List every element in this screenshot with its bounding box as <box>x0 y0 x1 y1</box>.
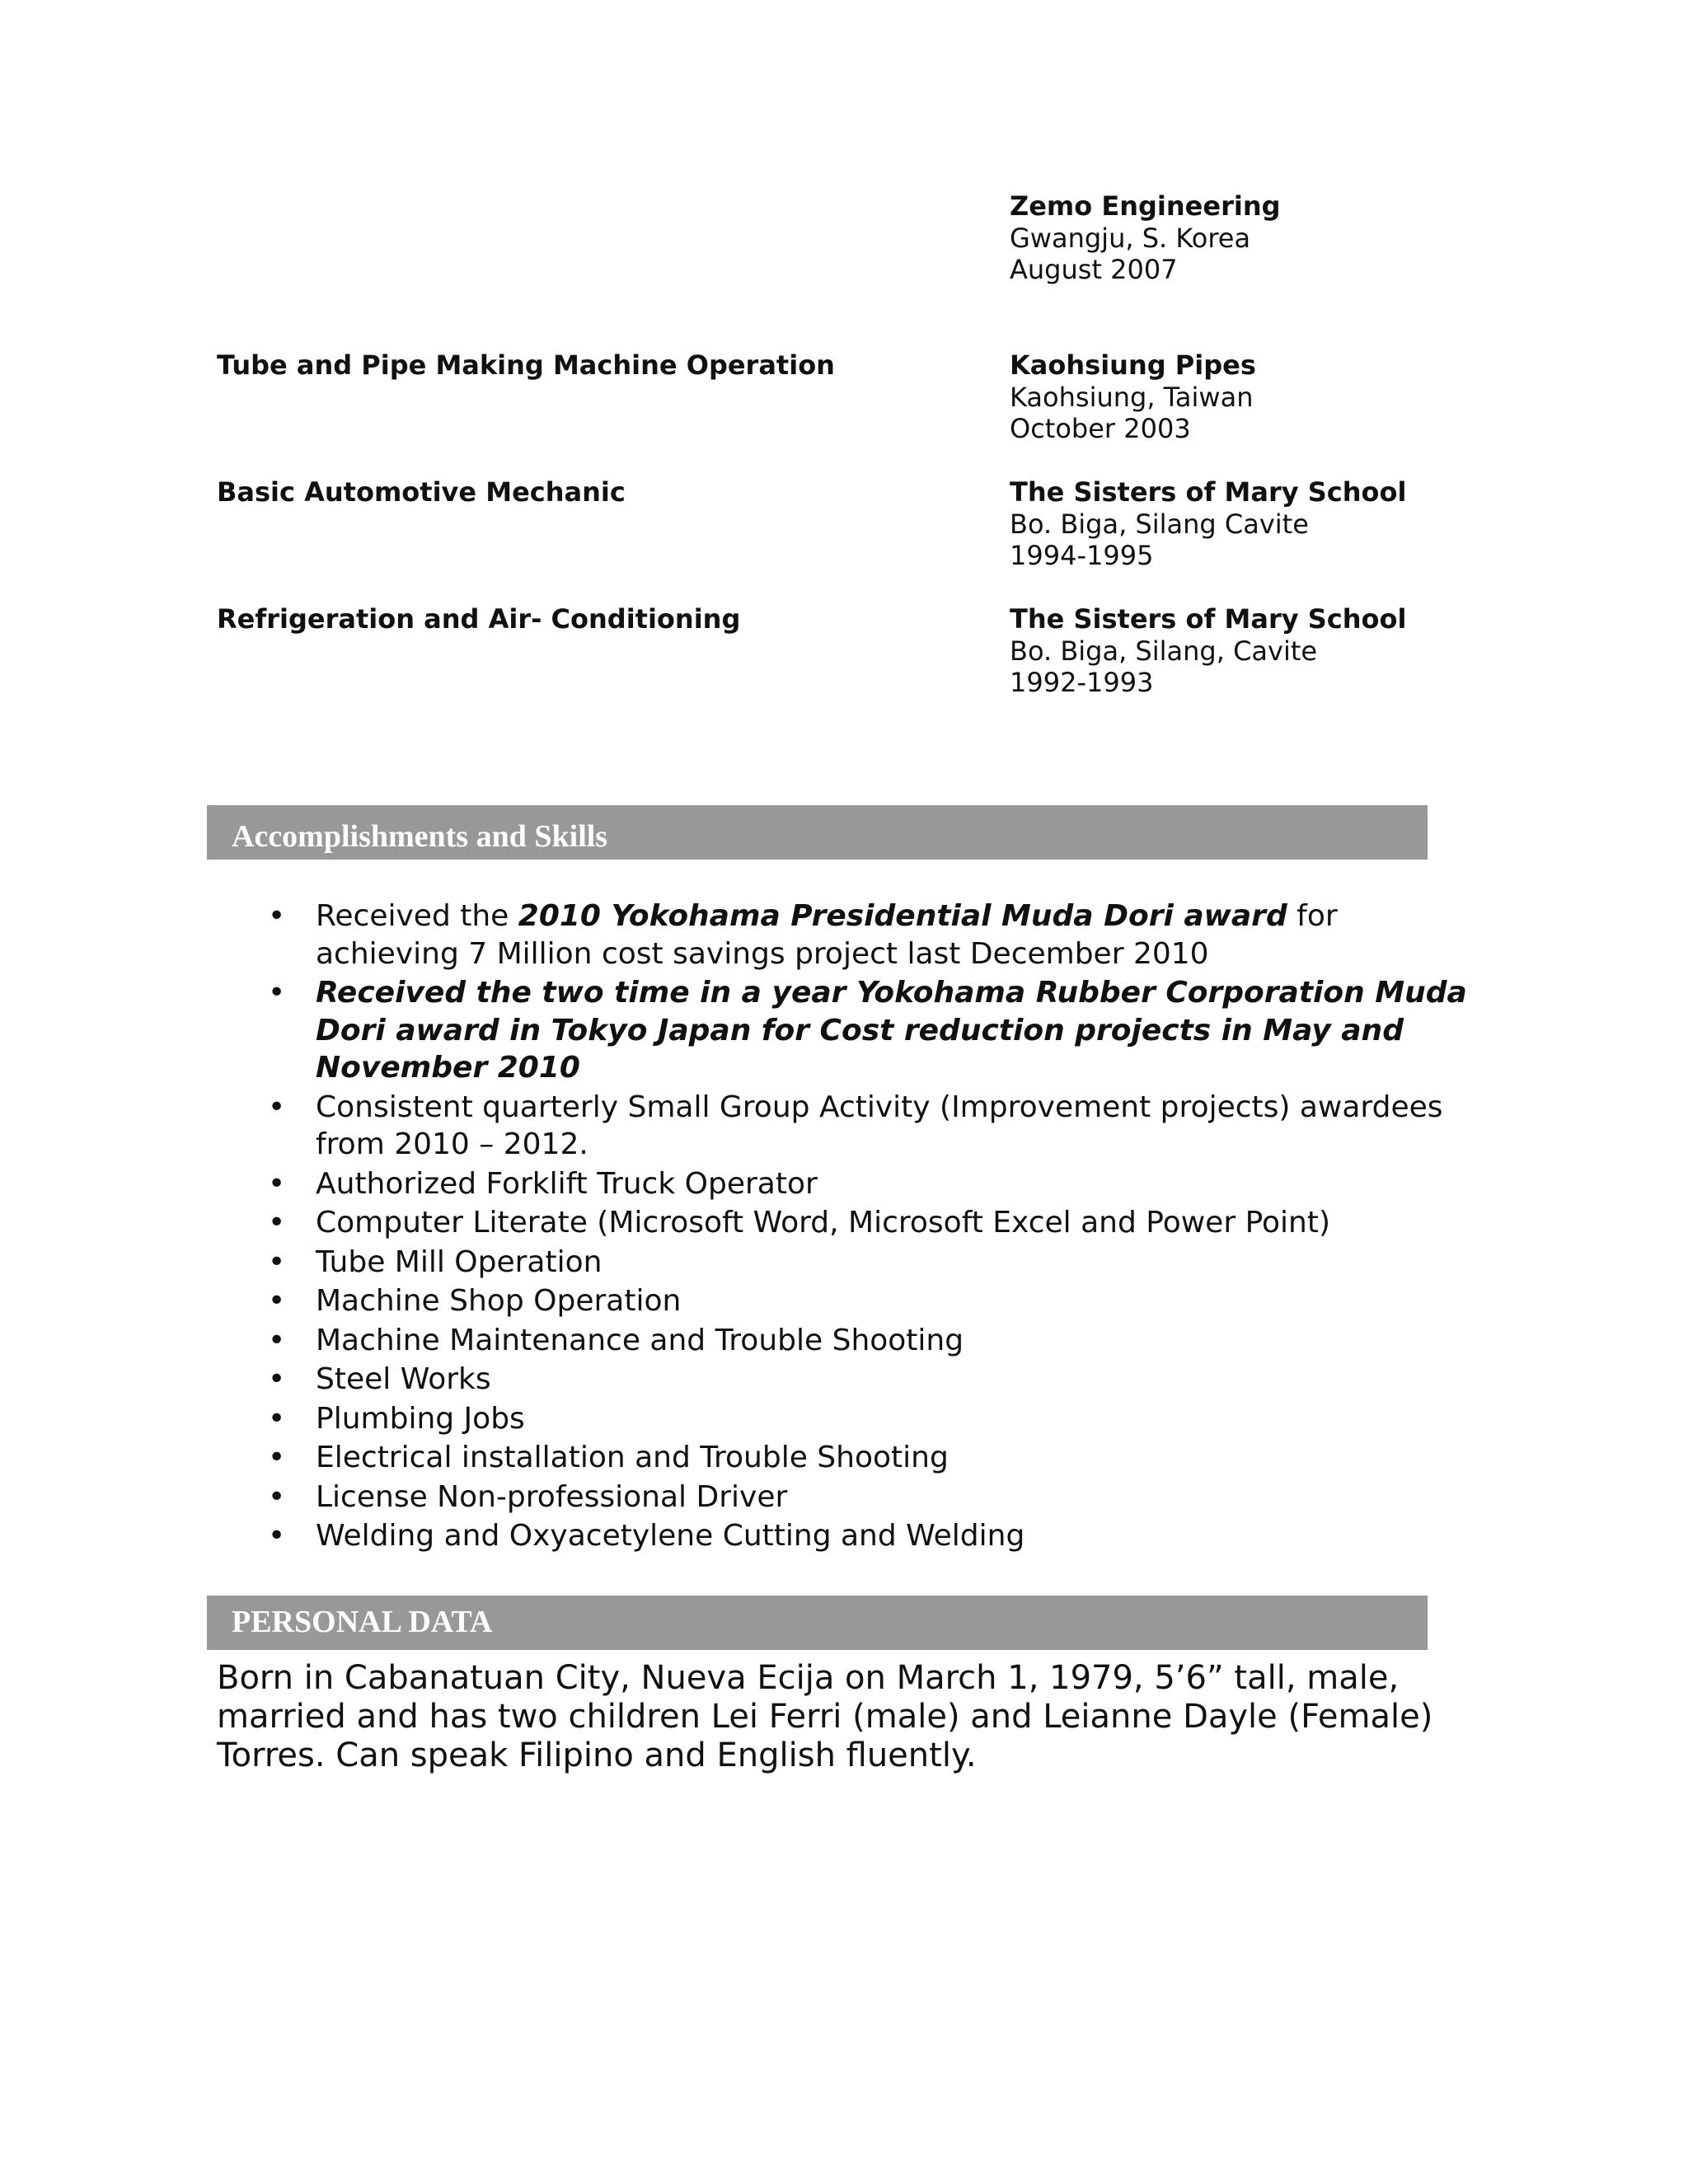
bullet-icon: • <box>268 976 286 1010</box>
list-item <box>0 1165 1688 1203</box>
training-location: Bo. Biga, Silang Cavite <box>1010 508 1309 540</box>
list-item-text: Plumbing Jobs <box>316 1401 525 1436</box>
list-item-text: Steel Works <box>316 1362 491 1396</box>
training-provider-block <box>1010 476 1406 572</box>
training-location: Kaohsiung, Taiwan <box>1010 381 1254 413</box>
personal-data-text: Born in Cabanatuan City, Nueva Ecija on March 1, 1979, 5’6” tall, male, married and has two children Lei Ferri (male) and Leianne Dayle (Female) Torres. Can speak Filipino and English fluently. <box>217 1659 1433 1774</box>
list-item-text: Received the two time in a year Yokohama Rubber Corporation Muda Dori award in Tokyo Japan for Cost reduction projects in May and November 2010 <box>316 976 1467 1085</box>
list-item <box>0 898 1688 972</box>
list-item-text <box>316 898 1470 972</box>
list-item-text: Electrical installation and Trouble Shooting <box>316 1441 949 1474</box>
award-name: 2010 Yokohama Presidential Muda Dori award <box>518 899 1287 933</box>
training-course: Tube and Pipe Making Machine Operation <box>217 349 835 381</box>
training-location: Gwangju, S. Korea <box>1010 222 1251 254</box>
training-location: Bo. Biga, Silang, Cavite <box>1010 635 1318 667</box>
bullet-icon: • <box>268 1479 286 1514</box>
bullet-icon: • <box>268 1206 286 1240</box>
training-date: August 2007 <box>1010 254 1178 285</box>
section-title: PERSONAL DATA <box>232 1605 493 1639</box>
bullet-icon: • <box>268 1441 286 1474</box>
list-item <box>0 1322 1688 1360</box>
list-item-text: Computer Literate (Microsoft Word, Microsoft Excel and Power Point) <box>316 1206 1330 1240</box>
bullet-icon: • <box>268 1401 286 1436</box>
training-date: 1992-1993 <box>1010 667 1154 698</box>
training-provider-name: Zemo Engineering <box>1010 190 1281 222</box>
bullet-icon: • <box>268 1090 286 1124</box>
training-course: Basic Automotive Mechanic <box>217 476 626 508</box>
bullet-icon: • <box>268 1519 286 1553</box>
training-provider-name: The Sisters of Mary School <box>1010 476 1407 508</box>
training-date: October 2003 <box>1010 413 1191 444</box>
training-provider-block <box>1010 603 1406 699</box>
training-provider-block <box>1010 349 1256 445</box>
section-header-personal-data <box>207 1596 1428 1650</box>
text-run: for achieving 7 Million cost savings project last December 2010 <box>316 899 1338 971</box>
list-item <box>0 1479 1688 1516</box>
training-date: 1994-1995 <box>1010 540 1154 571</box>
bullet-icon: • <box>268 899 286 933</box>
list-item <box>0 974 1688 1087</box>
list-item <box>0 1517 1688 1555</box>
list-item <box>0 1361 1688 1399</box>
training-provider-name: Kaohsiung Pipes <box>1010 349 1256 381</box>
bullet-icon: • <box>268 1362 286 1396</box>
bullet-icon: • <box>268 1166 286 1201</box>
section-header-accomplishments <box>207 805 1428 860</box>
list-item-text: License Non-professional Driver <box>316 1479 788 1514</box>
list-item <box>0 1244 1688 1282</box>
text-run: Received the <box>316 899 518 933</box>
training-provider-block <box>1010 190 1281 286</box>
bullet-icon: • <box>268 1284 286 1318</box>
training-provider-name: The Sisters of Mary School <box>1010 603 1407 635</box>
list-item-text: Authorized Forklift Truck Operator <box>316 1166 818 1201</box>
list-item <box>0 1089 1688 1164</box>
list-item <box>0 1400 1688 1438</box>
bullet-icon: • <box>268 1323 286 1357</box>
list-item-text: Consistent quarterly Small Group Activity (Improvement projects) awardees from 2010 – 2012. <box>316 1090 1443 1161</box>
section-title: Accomplishments and Skills <box>232 819 608 854</box>
skills-list <box>0 898 1688 1557</box>
training-course: Refrigeration and Air- Conditioning <box>217 603 741 635</box>
list-item-text: Welding and Oxyacetylene Cutting and Welding <box>316 1519 1025 1553</box>
list-item <box>0 1204 1688 1242</box>
list-item-text: Machine Shop Operation <box>316 1284 682 1318</box>
list-item-text: Tube Mill Operation <box>316 1244 603 1279</box>
bullet-icon: • <box>268 1244 286 1279</box>
list-item-text: Machine Maintenance and Trouble Shooting <box>316 1323 964 1357</box>
list-item <box>0 1439 1688 1477</box>
list-item <box>0 1282 1688 1320</box>
